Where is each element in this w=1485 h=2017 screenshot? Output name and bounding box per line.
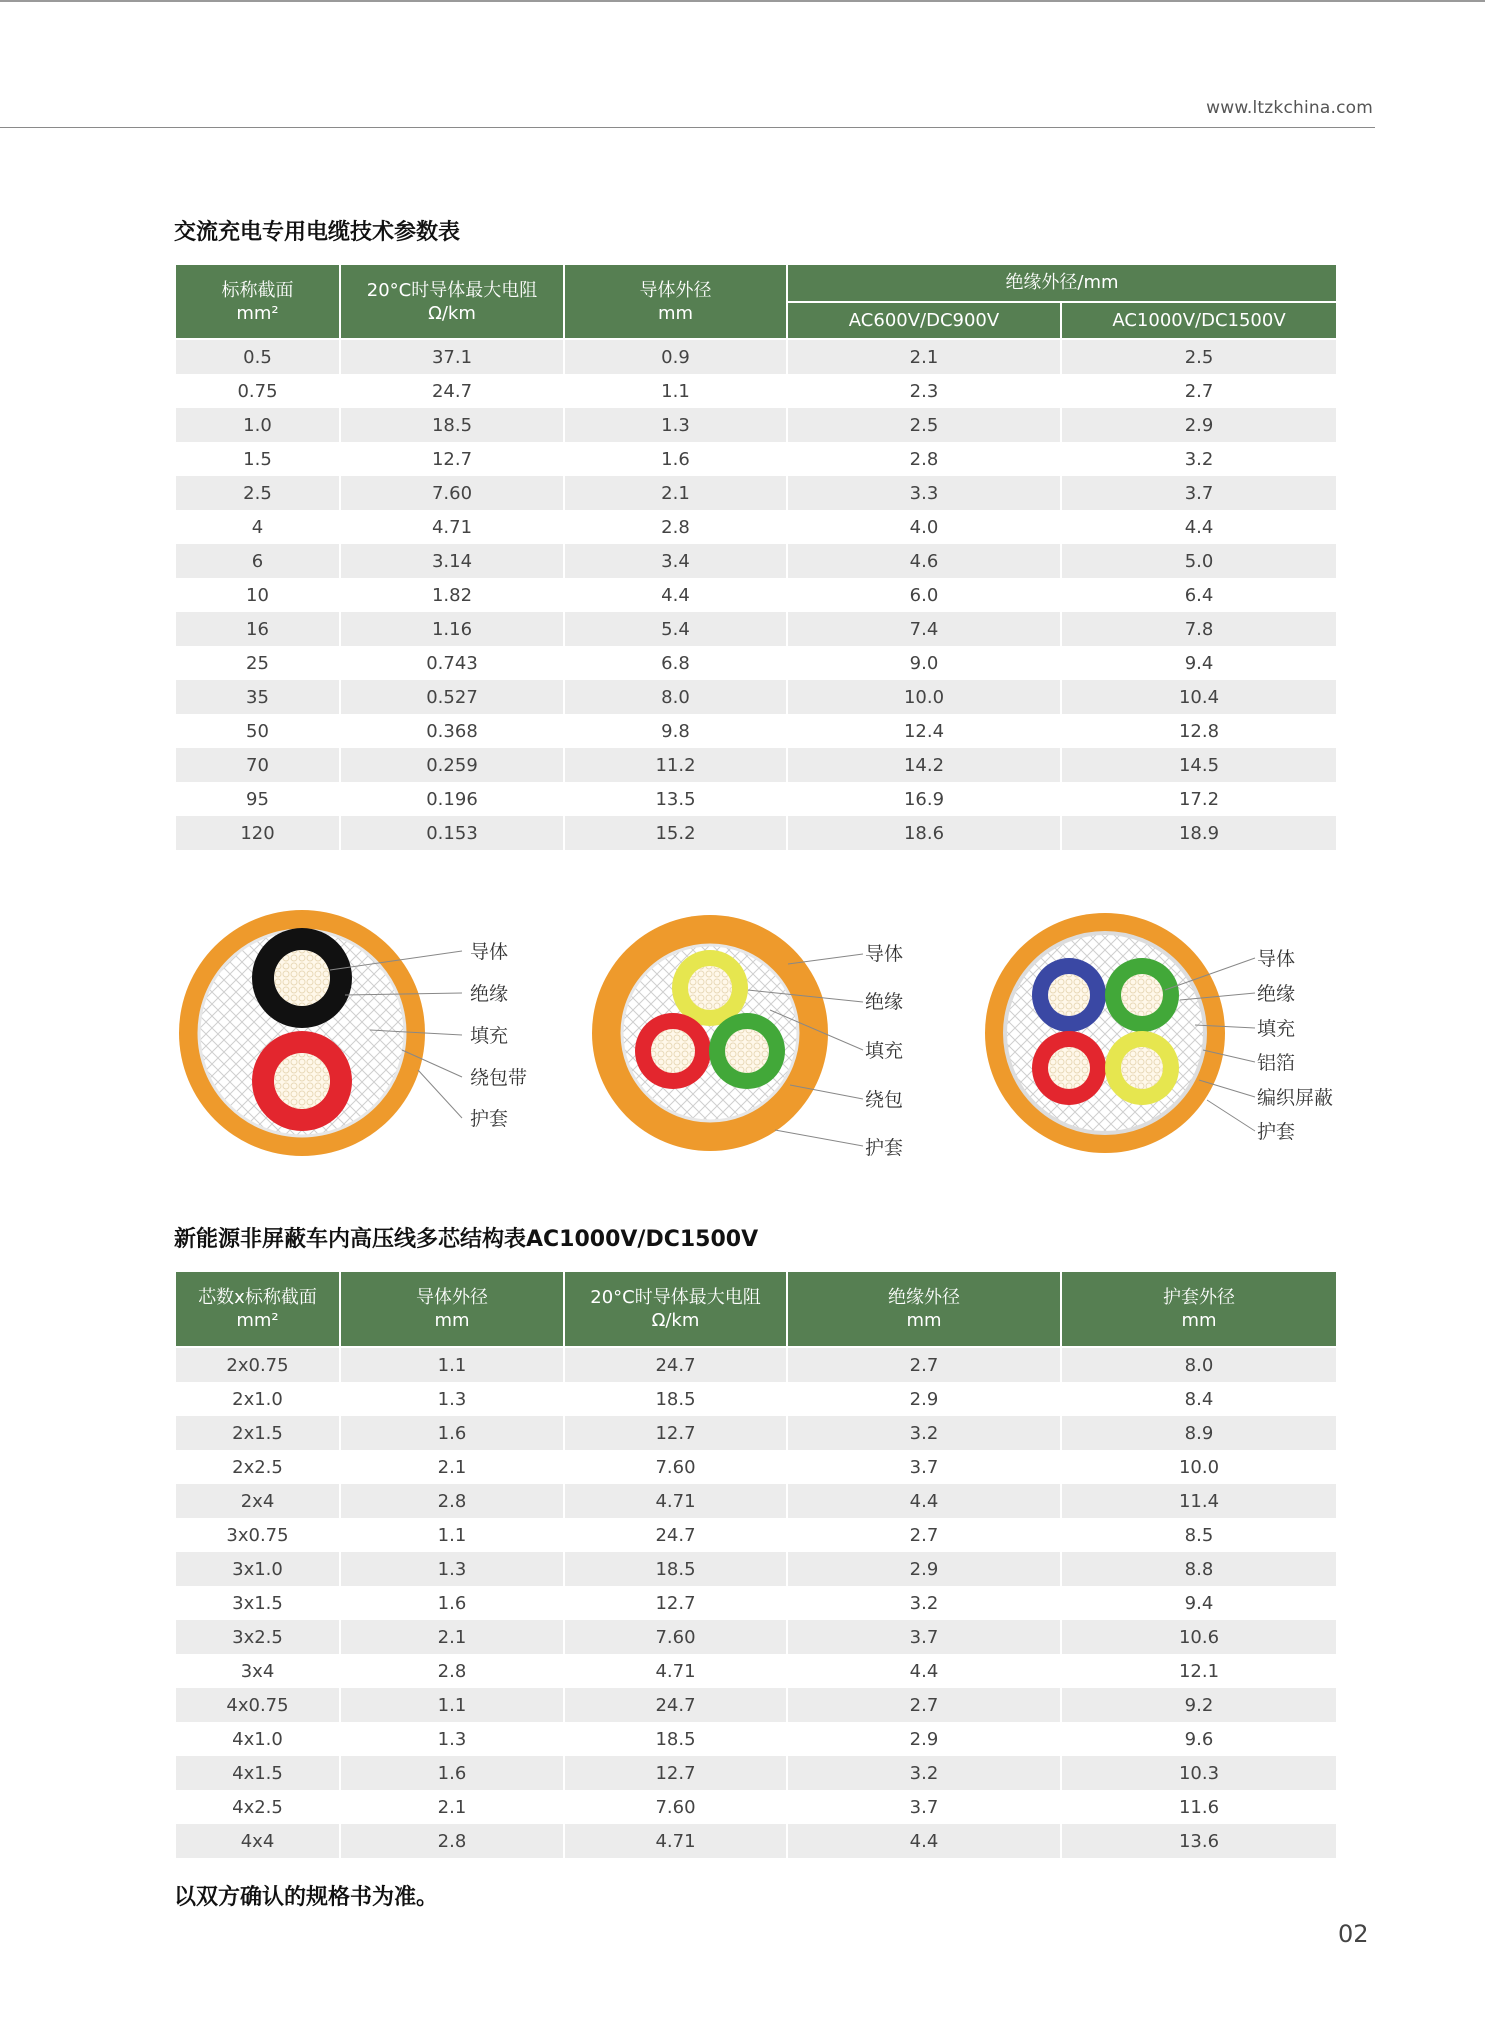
table-row — [175, 1552, 1337, 1586]
multicore-structure-table — [174, 1270, 1338, 1858]
table-cell: 7.8 — [1061, 612, 1337, 646]
table-cell: 4.71 — [564, 1824, 787, 1858]
table-cell: 70 — [175, 748, 340, 782]
label-insulation: 绝缘 — [1257, 983, 1296, 1005]
table-cell: 1.6 — [564, 442, 787, 476]
table-cell: 2.8 — [340, 1824, 564, 1858]
table-cell: 1.6 — [340, 1586, 564, 1620]
table-row — [175, 1484, 1337, 1518]
table-cell: 1.3 — [340, 1722, 564, 1756]
table-cell: 1.6 — [340, 1756, 564, 1790]
table-cell: 2x4 — [175, 1484, 340, 1518]
table-cell: 3.7 — [787, 1450, 1061, 1484]
table-row — [175, 1654, 1337, 1688]
table-cell: 2x1.0 — [175, 1382, 340, 1416]
table-cell: 1.1 — [340, 1688, 564, 1722]
table-cell: 4.71 — [564, 1654, 787, 1688]
table-row — [175, 442, 1337, 476]
table-cell: 12.8 — [1061, 714, 1337, 748]
label-braided-shield: 编织屏蔽 — [1257, 1087, 1334, 1109]
label-insulation: 绝缘 — [865, 991, 904, 1013]
header-resistance: 20°C时导体最大电阻 Ω/km — [340, 264, 564, 339]
table-cell: 0.5 — [175, 339, 340, 374]
header-cores-cross-section: 芯数x标称截面 mm² — [175, 1271, 340, 1347]
table-row — [175, 544, 1337, 578]
table-cell: 4.6 — [787, 544, 1061, 578]
table-cell: 9.4 — [1061, 1586, 1337, 1620]
table-cell: 3.2 — [787, 1586, 1061, 1620]
table-cell: 10.0 — [1061, 1450, 1337, 1484]
label-aluminum-foil: 铝箔 — [1257, 1052, 1296, 1074]
table-cell: 1.16 — [340, 612, 564, 646]
table-cell: 8.5 — [1061, 1518, 1337, 1552]
table-cell: 2.1 — [564, 476, 787, 510]
table-cell: 2.7 — [787, 1347, 1061, 1382]
table-cell: 2.7 — [787, 1518, 1061, 1552]
table-row — [175, 1347, 1337, 1382]
table-cell: 4x2.5 — [175, 1790, 340, 1824]
table-row — [175, 646, 1337, 680]
table-cell: 16 — [175, 612, 340, 646]
table-cell: 18.5 — [340, 408, 564, 442]
table-cell: 2.8 — [340, 1484, 564, 1518]
table-cell: 3.7 — [787, 1620, 1061, 1654]
table-cell: 3.7 — [1061, 476, 1337, 510]
table-cell: 3x1.5 — [175, 1586, 340, 1620]
table-cell: 3.3 — [787, 476, 1061, 510]
table-cell: 4.71 — [564, 1484, 787, 1518]
table-cell: 2.5 — [1061, 339, 1337, 374]
header-sheath-diameter: 护套外径 mm — [1061, 1271, 1337, 1347]
table-cell: 4.4 — [787, 1824, 1061, 1858]
table-cell: 0.9 — [564, 339, 787, 374]
table-cell: 2.9 — [787, 1552, 1061, 1586]
table-cell: 10.6 — [1061, 1620, 1337, 1654]
table-cell: 1.1 — [340, 1347, 564, 1382]
table-cell: 3x2.5 — [175, 1620, 340, 1654]
table-cell: 2.9 — [787, 1382, 1061, 1416]
table-cell: 18.9 — [1061, 816, 1337, 850]
label-insulation: 绝缘 — [470, 983, 509, 1005]
table-cell: 12.7 — [564, 1416, 787, 1450]
table-cell: 7.60 — [564, 1620, 787, 1654]
label-conductor: 导体 — [865, 943, 904, 965]
table-cell: 2x2.5 — [175, 1450, 340, 1484]
table-cell: 4x4 — [175, 1824, 340, 1858]
table-cell: 0.368 — [340, 714, 564, 748]
table-cell: 8.9 — [1061, 1416, 1337, 1450]
table-cell: 5.4 — [564, 612, 787, 646]
table-cell: 18.5 — [564, 1722, 787, 1756]
table-row — [175, 1756, 1337, 1790]
table-cell: 4.4 — [1061, 510, 1337, 544]
table-cell: 3x1.0 — [175, 1552, 340, 1586]
table-cell: 7.60 — [564, 1450, 787, 1484]
table-cell: 0.259 — [340, 748, 564, 782]
table-cell: 14.5 — [1061, 748, 1337, 782]
table-cell: 2.8 — [564, 510, 787, 544]
table-cell: 8.4 — [1061, 1382, 1337, 1416]
table-cell: 24.7 — [564, 1518, 787, 1552]
table-row — [175, 748, 1337, 782]
table-cell: 6.0 — [787, 578, 1061, 612]
table-cell: 2.1 — [340, 1450, 564, 1484]
table1-title: 交流充电专用电缆技术参数表 — [174, 220, 461, 245]
table-cell: 3.2 — [1061, 442, 1337, 476]
table-cell: 3.2 — [787, 1416, 1061, 1450]
table-row — [175, 816, 1337, 850]
table-row — [175, 680, 1337, 714]
table-row — [175, 1382, 1337, 1416]
table-cell: 24.7 — [564, 1347, 787, 1382]
table-cell: 6 — [175, 544, 340, 578]
label-sheath: 护套 — [470, 1108, 509, 1130]
table-cell: 9.6 — [1061, 1722, 1337, 1756]
table-cell: 9.2 — [1061, 1688, 1337, 1722]
header-resistance: 20°C时导体最大电阻 Ω/km — [564, 1271, 787, 1347]
table-cell: 1.1 — [340, 1518, 564, 1552]
table-cell: 2x0.75 — [175, 1347, 340, 1382]
table-cell: 8.0 — [1061, 1347, 1337, 1382]
label-filler: 填充 — [1257, 1018, 1296, 1040]
ac-charging-cable-table — [174, 263, 1338, 850]
table-cell: 0.153 — [340, 816, 564, 850]
footnote: 以双方确认的规格书为准。 — [174, 1885, 439, 1910]
table-cell: 2.1 — [340, 1620, 564, 1654]
header-ac1000: AC1000V/DC1500V — [1061, 302, 1337, 340]
label-conductor: 导体 — [470, 941, 509, 963]
table-row — [175, 1586, 1337, 1620]
table-cell: 24.7 — [564, 1688, 787, 1722]
table-cell: 12.7 — [340, 442, 564, 476]
table2-title: 新能源非屏蔽车内高压线多芯结构表AC1000V/DC1500V — [174, 1227, 759, 1252]
table-cell: 25 — [175, 646, 340, 680]
table-row — [175, 1450, 1337, 1484]
label-wrapping-tape: 绕包带 — [470, 1067, 528, 1089]
table-cell: 1.3 — [564, 408, 787, 442]
table-cell: 3x4 — [175, 1654, 340, 1688]
table-cell: 12.4 — [787, 714, 1061, 748]
table-cell: 2.1 — [340, 1790, 564, 1824]
table-cell: 120 — [175, 816, 340, 850]
table-cell: 2.9 — [787, 1722, 1061, 1756]
table-cell: 3.2 — [787, 1756, 1061, 1790]
table-cell: 15.2 — [564, 816, 787, 850]
table-cell: 11.2 — [564, 748, 787, 782]
table-cell: 5.0 — [1061, 544, 1337, 578]
table-cell: 9.4 — [1061, 646, 1337, 680]
table-cell: 3.4 — [564, 544, 787, 578]
table-row — [175, 510, 1337, 544]
table-cell: 2.5 — [787, 408, 1061, 442]
table-cell: 3.7 — [787, 1790, 1061, 1824]
table-cell: 2x1.5 — [175, 1416, 340, 1450]
three-core-cable-diagram — [585, 890, 915, 1180]
table-cell: 10.3 — [1061, 1756, 1337, 1790]
table-cell: 18.6 — [787, 816, 1061, 850]
table-row — [175, 1722, 1337, 1756]
table-row — [175, 714, 1337, 748]
label-conductor: 导体 — [1257, 948, 1296, 970]
table-cell: 9.8 — [564, 714, 787, 748]
table-cell: 95 — [175, 782, 340, 816]
table-row — [175, 578, 1337, 612]
table-row — [175, 1824, 1337, 1858]
header-rule — [0, 127, 1375, 128]
four-core-cable-diagram — [985, 890, 1355, 1180]
table-cell: 3.14 — [340, 544, 564, 578]
table-cell: 1.0 — [175, 408, 340, 442]
table-cell: 11.4 — [1061, 1484, 1337, 1518]
table-row — [175, 339, 1337, 374]
table-cell: 10.4 — [1061, 680, 1337, 714]
table-cell: 4x1.0 — [175, 1722, 340, 1756]
table-cell: 14.2 — [787, 748, 1061, 782]
table-cell: 2.9 — [1061, 408, 1337, 442]
table-cell: 50 — [175, 714, 340, 748]
label-sheath: 护套 — [1257, 1121, 1296, 1143]
table-cell: 1.6 — [340, 1416, 564, 1450]
table-cell: 1.82 — [340, 578, 564, 612]
table-cell: 16.9 — [787, 782, 1061, 816]
header-insulation-diameter: 绝缘外径 mm — [787, 1271, 1061, 1347]
table-cell: 2.8 — [787, 442, 1061, 476]
table-row — [175, 1790, 1337, 1824]
table-cell: 4.4 — [787, 1654, 1061, 1688]
table-cell: 8.0 — [564, 680, 787, 714]
table-cell: 10.0 — [787, 680, 1061, 714]
table-cell: 4.71 — [340, 510, 564, 544]
table-cell: 4.4 — [787, 1484, 1061, 1518]
header-conductor-diameter: 导体外径 mm — [564, 264, 787, 339]
two-core-cable-diagram — [170, 890, 550, 1180]
table-cell: 12.1 — [1061, 1654, 1337, 1688]
table-cell: 12.7 — [564, 1586, 787, 1620]
table-row — [175, 1416, 1337, 1450]
header-ac600: AC600V/DC900V — [787, 302, 1061, 340]
table-cell: 3x0.75 — [175, 1518, 340, 1552]
table-cell: 8.8 — [1061, 1552, 1337, 1586]
label-filler: 填充 — [865, 1040, 904, 1062]
table-cell: 35 — [175, 680, 340, 714]
table-cell: 2.3 — [787, 374, 1061, 408]
page-number: 02 — [1338, 1920, 1369, 1948]
table-row — [175, 1688, 1337, 1722]
table-cell: 0.743 — [340, 646, 564, 680]
label-filler: 填充 — [470, 1025, 509, 1047]
table-cell: 0.196 — [340, 782, 564, 816]
table-row — [175, 612, 1337, 646]
top-rule — [0, 0, 1485, 2]
table-cell: 7.60 — [340, 476, 564, 510]
table-cell: 6.8 — [564, 646, 787, 680]
table-cell: 18.5 — [564, 1552, 787, 1586]
table-cell: 17.2 — [1061, 782, 1337, 816]
table-cell: 1.5 — [175, 442, 340, 476]
table-cell: 2.7 — [787, 1688, 1061, 1722]
table-row — [175, 476, 1337, 510]
table-cell: 11.6 — [1061, 1790, 1337, 1824]
table-cell: 9.0 — [787, 646, 1061, 680]
table-cell: 2.5 — [175, 476, 340, 510]
table-cell: 13.5 — [564, 782, 787, 816]
table-cell: 4.4 — [564, 578, 787, 612]
table-cell: 2.7 — [1061, 374, 1337, 408]
table-cell: 24.7 — [340, 374, 564, 408]
label-sheath: 护套 — [865, 1137, 904, 1159]
table-cell: 12.7 — [564, 1756, 787, 1790]
table-cell: 1.3 — [340, 1552, 564, 1586]
table-cell: 4 — [175, 510, 340, 544]
table-row — [175, 408, 1337, 442]
table-row — [175, 782, 1337, 816]
header-cross-section: 标称截面 mm² — [175, 264, 340, 339]
table-cell: 7.60 — [564, 1790, 787, 1824]
label-wrapping: 绕包 — [865, 1089, 904, 1111]
table-cell: 4x0.75 — [175, 1688, 340, 1722]
table-cell: 0.527 — [340, 680, 564, 714]
table-row — [175, 1518, 1337, 1552]
header-conductor-diameter: 导体外径 mm — [340, 1271, 564, 1347]
table-cell: 10 — [175, 578, 340, 612]
table-cell: 18.5 — [564, 1382, 787, 1416]
table-cell: 37.1 — [340, 339, 564, 374]
table-cell: 1.3 — [340, 1382, 564, 1416]
table-row — [175, 1620, 1337, 1654]
table-cell: 4.0 — [787, 510, 1061, 544]
table-cell: 7.4 — [787, 612, 1061, 646]
table-cell: 6.4 — [1061, 578, 1337, 612]
table-cell: 2.1 — [787, 339, 1061, 374]
header-insulation-group: 绝缘外径/mm — [787, 264, 1337, 302]
table-row — [175, 374, 1337, 408]
table-cell: 4x1.5 — [175, 1756, 340, 1790]
table-cell: 13.6 — [1061, 1824, 1337, 1858]
table-cell: 0.75 — [175, 374, 340, 408]
table-cell: 2.8 — [340, 1654, 564, 1688]
site-url[interactable]: www.ltzkchina.com — [1206, 98, 1373, 118]
table-cell: 1.1 — [564, 374, 787, 408]
